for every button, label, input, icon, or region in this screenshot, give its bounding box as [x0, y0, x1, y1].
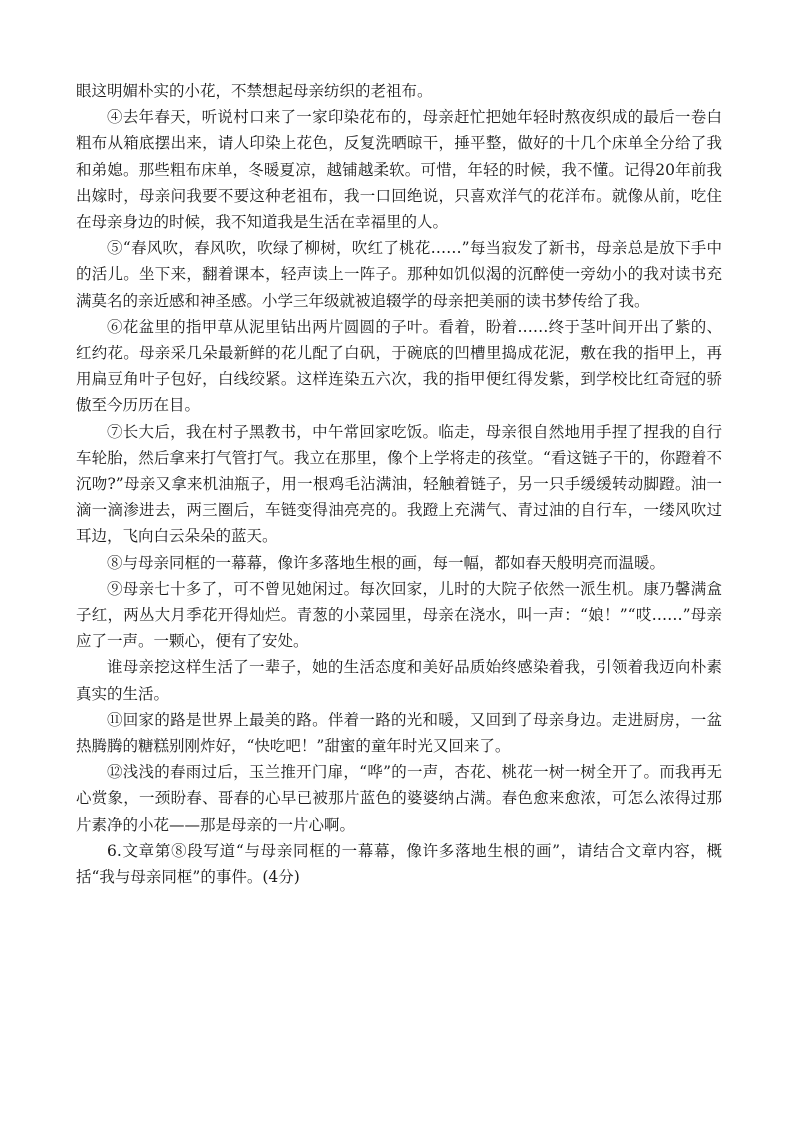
- paragraph-5: ⑤“春风吹，春风吹，吹绿了柳树，吹红了桃花……”每当寂发了新书，母亲总是放下手中的活儿。坐下来，翻着课本，轻声读上一阵子。那种如饥似渴的沉醉使一旁幼小的我对读书充满莫名的亲近感和神圣感。小学三年级就被追辍学的母亲把美丽的读书梦传给了我。: [76, 239, 722, 310]
- paragraph-12: ⑫浅浅的春雨过后，玉兰推开门扉，“哗”的一声，杏花、桃花一树一树全开了。而我再无心赏象，一颈盼春、哥春的心早已被那片蓝色的婆婆纳占满。春色愈来愈浓，可怎么浓得过那片素净的小花——那是母亲的一片心啊。: [76, 763, 722, 834]
- paragraph-7: ⑦长大后，我在村子黑教书，中午常回家吃饭。临走，母亲很自然地用手捏了捏我的自行车轮胎，然后拿来打气管打气。我立在那里，像个上学将走的孩堂。“看这链子干的，你蹬着不沉吻?”母亲又拿来机油瓶子，用一根鸡毛沾满油，轻触着链子，另一只手缓缓转动脚蹬。油一滴一滴渗进去，两三圈后，车链变得油亮亮的。我蹬上充满气、青过油的自行车，一缕风吹过耳边，飞向白云朵朵的蓝天。: [76, 422, 722, 546]
- document-page: [76, 78, 722, 890]
- paragraph-11: ⑪回家的路是世界上最美的路。伴着一路的光和暖，又回到了母亲身边。走进厨房，一盆热腾腾的糖糕别刚炸好，“快吃吧！”甜蜜的童年时光又回来了。: [76, 710, 722, 756]
- paragraph-10: 谁母亲挖这样生活了一辈子，她的生活态度和美好品质始终感染着我，引领着我迈向朴素真实的生活。: [76, 658, 722, 703]
- paragraph-8: ⑧与母亲同框的一幕幕，像许多落地生根的画，每一幅，都如春天般明亮而温暖。: [107, 553, 666, 572]
- question-6: 6.文章第⑧段写道“与母亲同框的一幕幕，像许多落地生根的画”，请结合文章内容，概括“我与母亲同框”的事件。(4分): [76, 841, 722, 887]
- paragraph-4: ④去年春天，听说村口来了一家印染花布的，母亲赶忙把她年轻时熬夜织成的最后一卷白粗布从箱底摆出来，请人印染上花色，反复洗晒晾干，捶平整，做好的十几个床单全分给了我和弟媳。那些粗布床单，冬暖夏凉，越铺越柔软。可惜，年轻的时候，我不懂。记得20年前我出嫁时，母亲问我要不要这种老祖布，我一口回绝说，只喜欢洋气的花洋布。就像从前，吃住在母亲身边的时候，我不知道我是生活在幸福里的人。: [76, 108, 722, 232]
- paragraph-9: ⑨母亲七十多了，可不曾见她闲过。每次回家，儿时的大院子依然一派生机。康乃馨满盒子红，两丛大月季花开得灿烂。青葱的小菜园里，母亲在浇水，叫一声：“娘！”“哎……”母亲应了一声。一颗心，便有了安处。: [76, 579, 722, 651]
- paragraph-6: ⑥花盆里的指甲草从泥里钻出两片圆圆的子叶。看着，盼着……终于茎叶间开出了紫的、红约花。母亲采几朵最新鲜的花儿配了白矾，于碗底的凹槽里捣成花泥，敷在我的指甲上，再用扁豆角叶子包好，白线绞紧。这样连染五六次，我的指甲便红得发紫，到学校比红奇冠的骄傲至今历历在目。: [76, 317, 722, 415]
- paragraph-continued: 眼这明媚朴实的小花，不禁想起母亲纺织的老祖布。: [76, 82, 433, 100]
